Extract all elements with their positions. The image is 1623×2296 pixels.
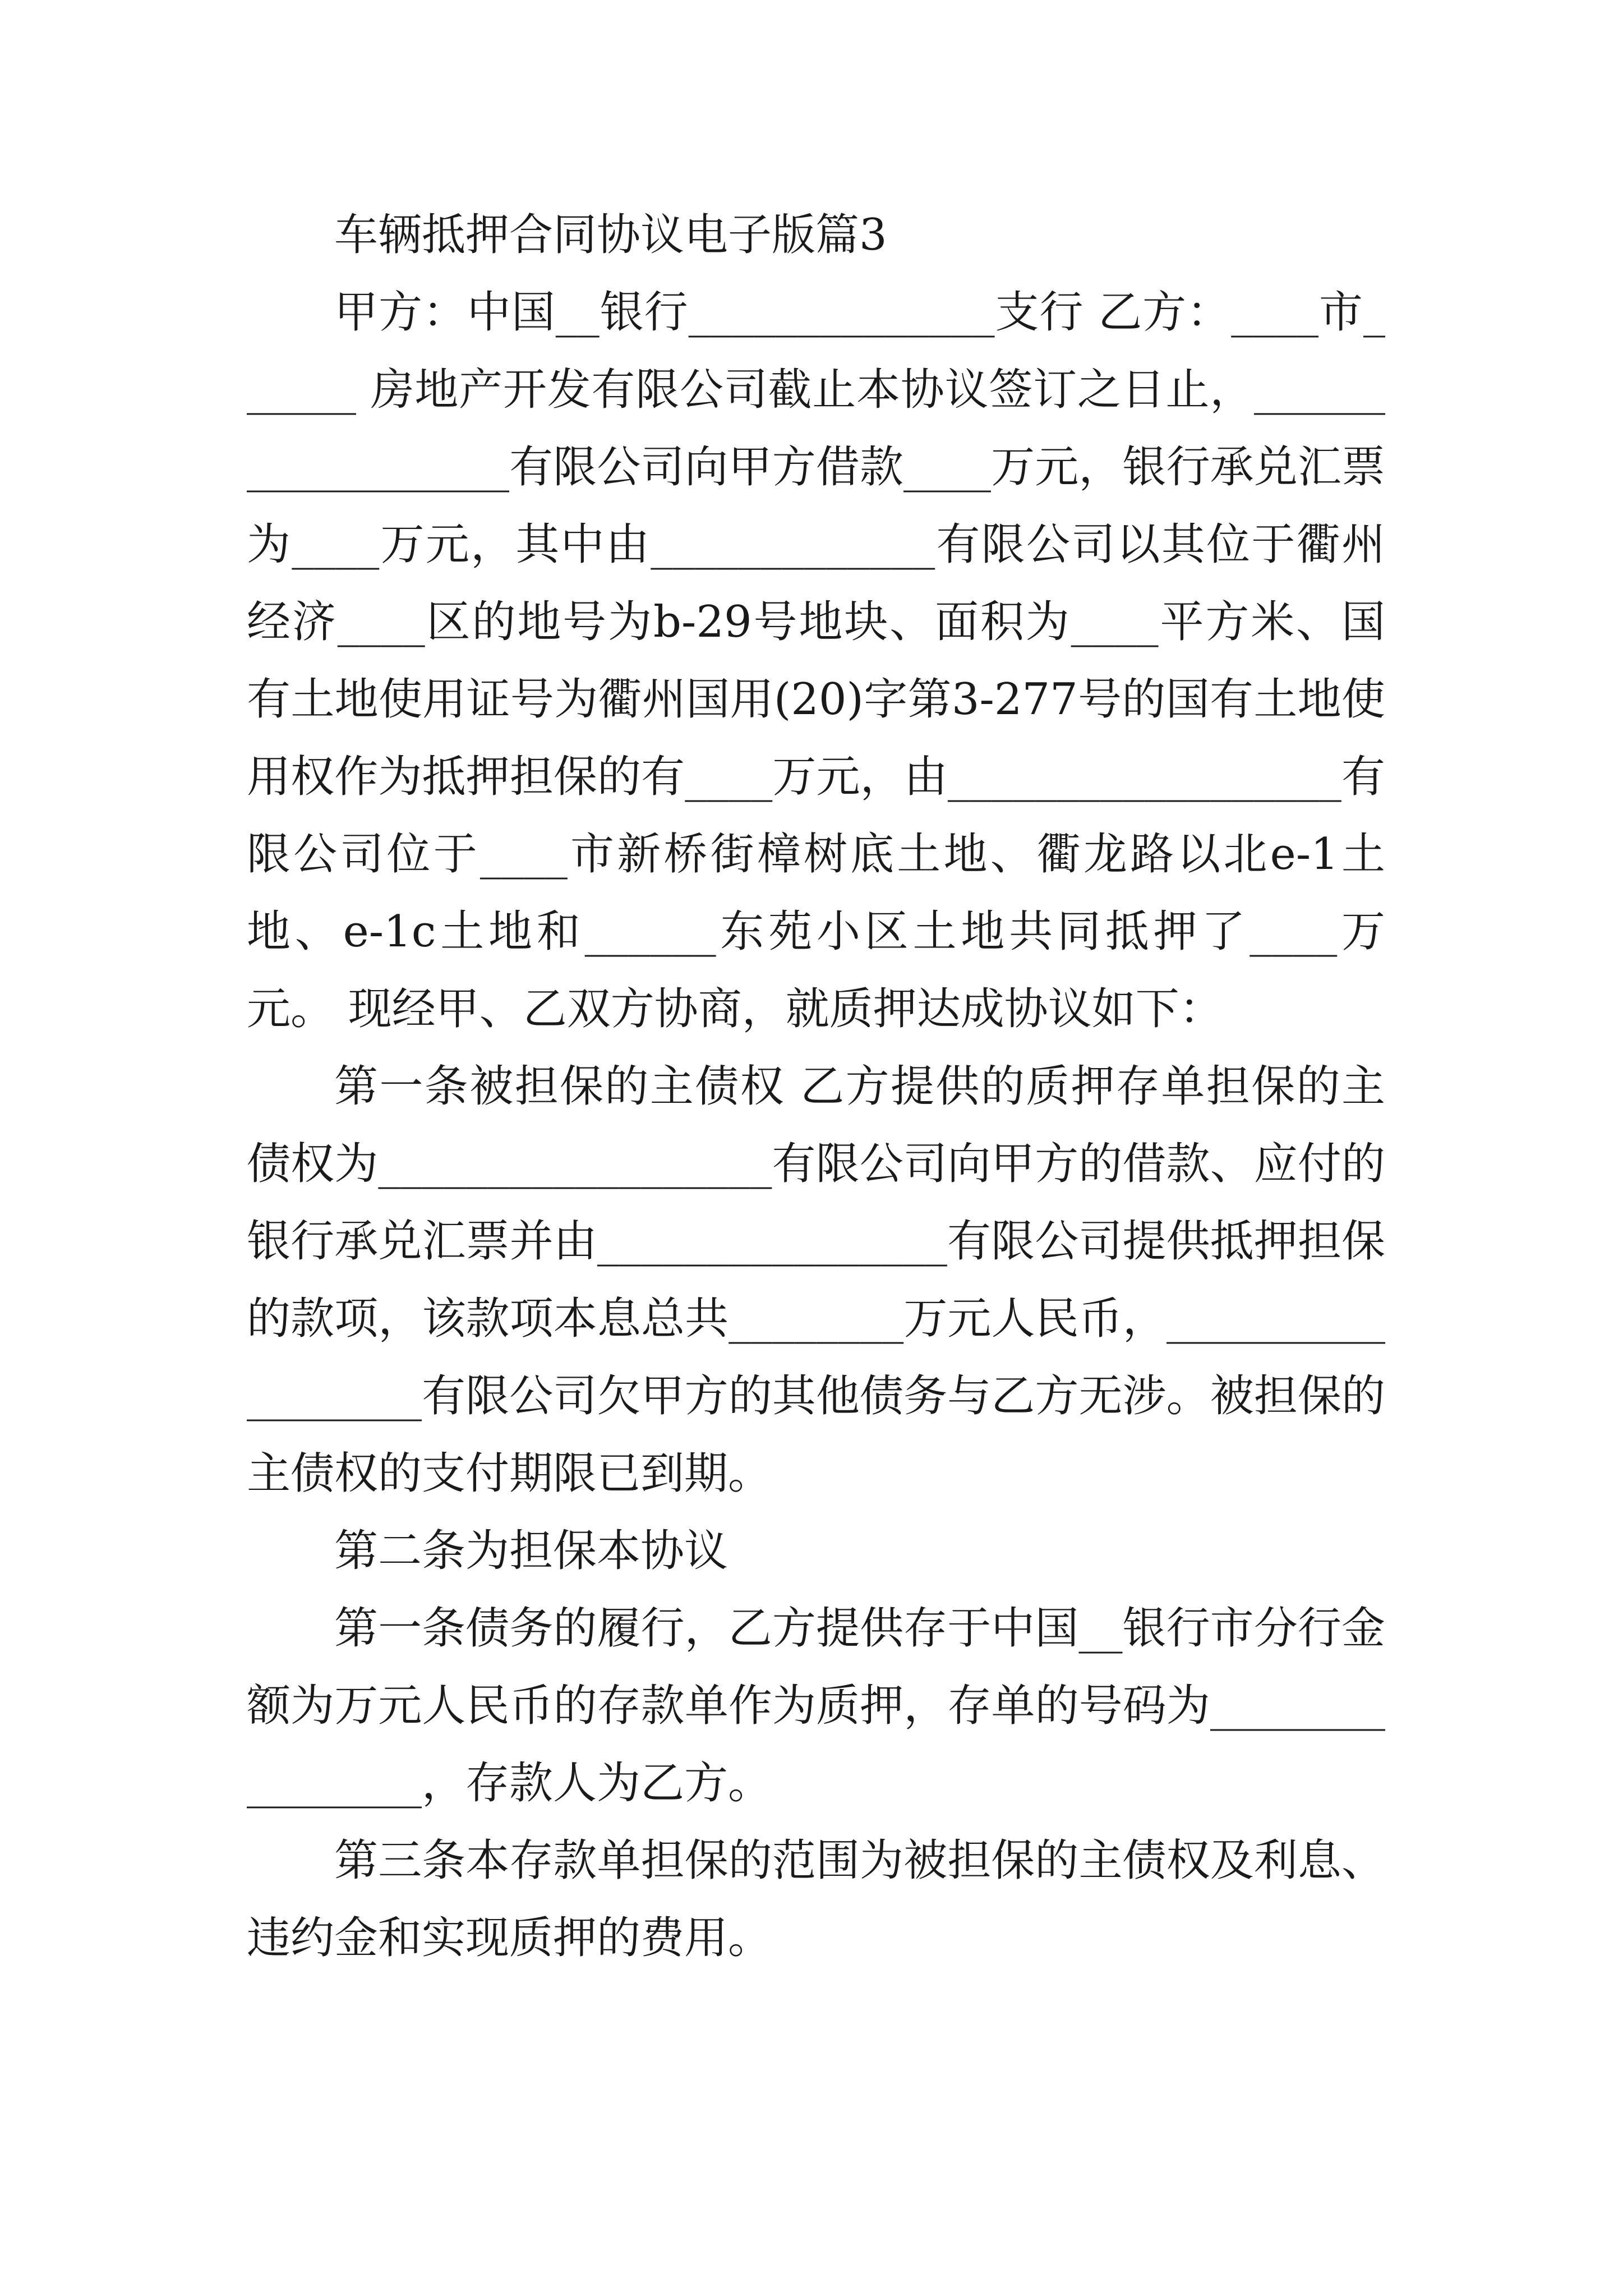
paragraph-article-2: 第二条为担保本协议	[334, 1526, 728, 1576]
document-body	[247, 196, 1385, 1977]
paragraph-article-1-performance: 第一条债务的履行，乙方提供存于中国__银行市分行金额为万元人民币的存款单作为质押，存单的号码为________________，存款人为乙方。	[247, 1603, 1385, 1809]
paragraph-article-3: 第三条本存款单担保的范围为被担保的主债权及利息、违约金和实现质押的费用。	[247, 1835, 1385, 1963]
paragraph-parties: 甲方：中国__银行______________支行 乙方：____市______ 房地产开发有限公司截止本协议签订之日止，__________________有限公司向甲方借款____万元，银行承兑汇票为____万元，其中由_____________有限公司以其位于衢州经济____区的地号为b-29号地块、面积为____平方米、国有土地使用证号为衢州国用(20)字第3-277号的国有土地使用权作为抵押担保的有____万元，由__________________有限公司位于____市新桥街樟树底土地、衢龙路以北e-1土地、e-1c土地和______东苑小区土地共同抵押了____万元。 现经甲、乙双方协商，就质押达成协议如下：	[247, 287, 1385, 1034]
document-title: 车辆抵押合同协议电子版篇3	[334, 210, 887, 260]
paragraph-article-1: 第一条被担保的主债权 乙方提供的质押存单担保的主债权为__________________有限公司向甲方的借款、应付的银行承兑汇票并由________________有限公司提供抵押担保的款项，该款项本息总共________万元人民币，__________________有限公司欠甲方的其他债务与乙方无涉。被担保的主债权的支付期限已到期。	[247, 1061, 1385, 1499]
